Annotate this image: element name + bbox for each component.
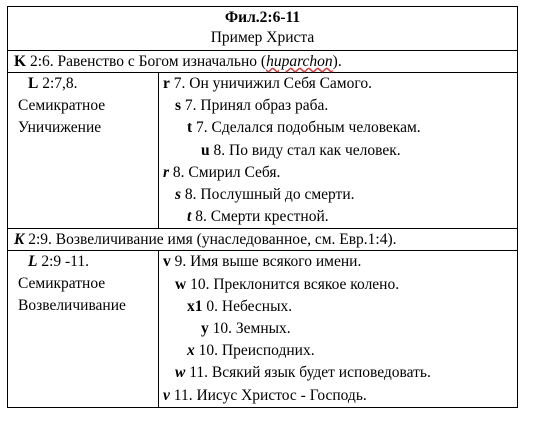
line-text: 8. По виду стал как человек. (209, 141, 401, 159)
page-title: Фил.2:6-11 (224, 9, 301, 26)
outline-line (163, 251, 517, 273)
line-text: 10. Преисподних. (194, 342, 315, 360)
line-marker: v (163, 386, 170, 404)
outline-line (163, 206, 517, 228)
outline-line (163, 340, 517, 362)
line-text: 8. Послушный до смерти. (181, 186, 355, 204)
outline-line (163, 162, 517, 184)
block-label-ref (18, 73, 158, 95)
greek-term: huparchon (266, 53, 333, 70)
outline-line (163, 73, 517, 95)
line-text: 11. Иисус Христос - Господь. (169, 386, 367, 404)
line-marker: x (187, 342, 195, 360)
line-text: 7. Сделался подобным человекам. (192, 119, 421, 137)
block-label-cell (8, 73, 159, 229)
section-cell-2 (8, 229, 518, 251)
line-marker: r (163, 163, 170, 181)
block-marker: L (28, 253, 38, 271)
line-marker: s (175, 97, 182, 115)
line-text: 7. Принял образ раба. (181, 97, 329, 115)
line-text: 9. Имя выше всякого имени. (170, 253, 362, 271)
title-cell (8, 7, 518, 51)
block-row-1 (8, 73, 518, 229)
line-marker: t (187, 208, 192, 226)
block-label-line: Семикратное (18, 97, 106, 114)
outline-line (163, 274, 517, 296)
page-subtitle: Пример Христа (210, 29, 315, 46)
line-marker: t (187, 119, 193, 137)
line-text: 7. Он уничижил Себя Самого. (169, 75, 372, 92)
line-marker: r (163, 75, 170, 92)
title-row (8, 7, 518, 51)
outline-line (163, 117, 517, 139)
section-marker: K (14, 53, 27, 70)
section-marker: K (14, 231, 25, 249)
outline-line (163, 296, 517, 318)
block-label-line: Уничижение (18, 119, 102, 136)
block-label-line: Семикратное (18, 275, 106, 293)
line-text: 10. Земных. (208, 320, 291, 338)
block-label-line: Возвеличивание (18, 297, 126, 315)
block-label-cell (8, 251, 159, 407)
line-text: 0. Небесных. (202, 297, 293, 315)
line-text: 8. Смерти крестной. (191, 208, 329, 226)
outline-line (163, 184, 517, 206)
line-marker: v (163, 253, 171, 271)
line-marker: y (201, 320, 209, 338)
outline-line (163, 318, 517, 340)
outline-line (163, 95, 517, 117)
section-row-2 (8, 229, 518, 251)
outline-line (163, 362, 517, 384)
block-ref: 2:7,8. (38, 75, 78, 92)
section-text: 2:9. Возвеличивание имя (унаследованное, см. Евр.1:4). (24, 231, 397, 249)
line-text: 8. Смирил Себя. (169, 163, 281, 181)
line-marker: s (175, 186, 182, 204)
section-row-1 (8, 51, 518, 73)
block-lines-cell (159, 73, 518, 229)
line-text: 11. Всякий язык будет исповедовать. (185, 364, 431, 382)
line-marker: u (201, 141, 210, 159)
section-text: 2:6. Равенство с Богом изначально ( (26, 53, 267, 70)
outline-table (7, 6, 518, 408)
line-marker: w (175, 364, 186, 382)
outline-line (163, 385, 517, 407)
outline-line (163, 140, 517, 162)
section-cell-1 (8, 51, 518, 73)
block-ref: 2:9 -11. (37, 253, 89, 271)
line-marker: x1 (187, 297, 203, 315)
block-marker: L (28, 75, 39, 92)
line-text: 10. Преклонится всякое колено. (186, 275, 400, 293)
block-lines-cell (159, 251, 518, 407)
block-row-2 (8, 251, 518, 407)
block-label-ref (18, 251, 158, 273)
line-marker: w (175, 275, 187, 293)
section-text-end: ). (332, 53, 342, 70)
